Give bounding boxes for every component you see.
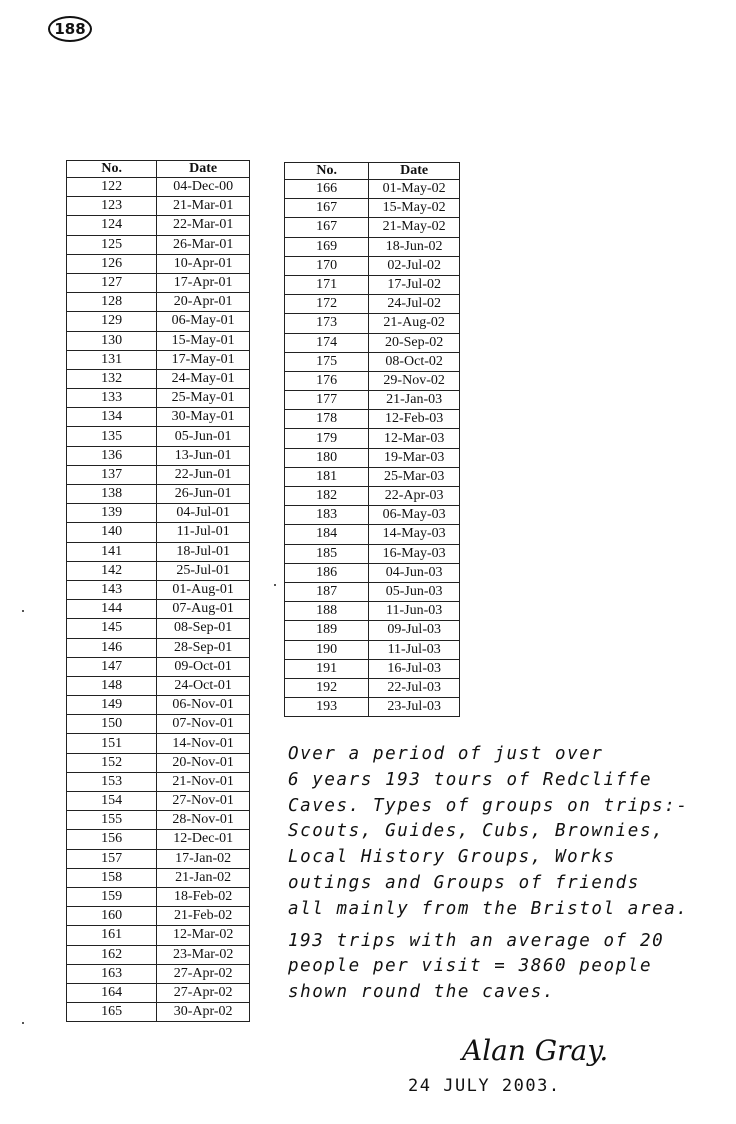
- tour-log-table-right: [284, 162, 460, 717]
- tour-number-cell: 143: [67, 580, 157, 599]
- table-header-row: [67, 161, 250, 178]
- tour-number-cell: 146: [67, 638, 157, 657]
- tour-number-cell: 133: [67, 389, 157, 408]
- tour-date-cell: 04-Jun-03: [369, 563, 460, 582]
- tour-number-cell: 190: [285, 640, 369, 659]
- tour-number-cell: 139: [67, 504, 157, 523]
- table-row: [285, 448, 460, 467]
- tour-date-cell: 15-May-01: [157, 331, 250, 350]
- tour-date-cell: 27-Apr-02: [157, 964, 250, 983]
- note-paragraph-1: [288, 742, 728, 923]
- tour-number-cell: 175: [285, 352, 369, 371]
- tour-date-cell: 15-May-02: [369, 199, 460, 218]
- table-row: [285, 563, 460, 582]
- table-row: [285, 698, 460, 717]
- table-row: [67, 792, 250, 811]
- tour-number-cell: 124: [67, 216, 157, 235]
- tour-date-cell: 19-Mar-03: [369, 448, 460, 467]
- tour-date-cell: 11-Jun-03: [369, 602, 460, 621]
- table-row: [67, 907, 250, 926]
- tour-number-cell: 187: [285, 582, 369, 601]
- table-row: [67, 696, 250, 715]
- table-row: [67, 638, 250, 657]
- tour-date-cell: 29-Nov-02: [369, 371, 460, 390]
- table-row: [67, 542, 250, 561]
- tour-number-cell: 193: [285, 698, 369, 717]
- tour-date-cell: 18-Jun-02: [369, 237, 460, 256]
- table-row: [285, 621, 460, 640]
- tour-date-cell: 17-Apr-01: [157, 273, 250, 292]
- tour-date-cell: 21-Mar-01: [157, 197, 250, 216]
- table-row: [285, 659, 460, 678]
- tour-number-cell: 170: [285, 256, 369, 275]
- tour-date-cell: 07-Aug-01: [157, 600, 250, 619]
- tour-number-cell: 174: [285, 333, 369, 352]
- tour-number-cell: 142: [67, 561, 157, 580]
- table-row: [67, 561, 250, 580]
- table-row: [285, 256, 460, 275]
- column-header-date: Date: [157, 161, 250, 178]
- tour-number-cell: 126: [67, 254, 157, 273]
- tour-number-cell: 184: [285, 525, 369, 544]
- table-row: [67, 849, 250, 868]
- tour-number-cell: 136: [67, 446, 157, 465]
- tour-number-cell: 156: [67, 830, 157, 849]
- column-header-date: Date: [369, 163, 460, 180]
- table-row: [285, 602, 460, 621]
- tour-number-cell: 163: [67, 964, 157, 983]
- tour-date-cell: 21-Feb-02: [157, 907, 250, 926]
- tour-number-cell: 192: [285, 678, 369, 697]
- table-row: [67, 657, 250, 676]
- table-row: [67, 964, 250, 983]
- tour-date-cell: 25-Jul-01: [157, 561, 250, 580]
- table-row: [285, 199, 460, 218]
- table-row: [285, 506, 460, 525]
- table-row: [67, 715, 250, 734]
- tour-date-cell: 12-Mar-02: [157, 926, 250, 945]
- table-row: [67, 312, 250, 331]
- table-row: [67, 350, 250, 369]
- table-row: [67, 868, 250, 887]
- note-line: shown round the caves.: [288, 982, 555, 1003]
- table-row: [67, 408, 250, 427]
- table-row: [285, 371, 460, 390]
- column-header-no: No.: [67, 161, 157, 178]
- table-row: [67, 446, 250, 465]
- table-row: [67, 676, 250, 695]
- tour-number-cell: 164: [67, 983, 157, 1002]
- tour-date-cell: 14-May-03: [369, 525, 460, 544]
- tour-date-cell: 16-May-03: [369, 544, 460, 563]
- tour-date-cell: 17-Jan-02: [157, 849, 250, 868]
- tour-date-cell: 07-Nov-01: [157, 715, 250, 734]
- tour-date-cell: 23-Jul-03: [369, 698, 460, 717]
- tour-date-cell: 22-Mar-01: [157, 216, 250, 235]
- tour-date-cell: 20-Sep-02: [369, 333, 460, 352]
- table-row: [67, 178, 250, 197]
- handwritten-date: 24 JULY 2003.: [408, 1076, 561, 1096]
- tour-date-cell: 24-May-01: [157, 369, 250, 388]
- table-row: [285, 295, 460, 314]
- note-line: Over a period of just over: [288, 744, 604, 764]
- note-line: outings and Groups of friends: [288, 872, 640, 893]
- tour-date-cell: 24-Oct-01: [157, 676, 250, 695]
- tour-number-cell: 157: [67, 849, 157, 868]
- tour-date-cell: 18-Feb-02: [157, 887, 250, 906]
- table-row: [67, 389, 250, 408]
- tour-date-cell: 22-Jun-01: [157, 465, 250, 484]
- table-row: [67, 197, 250, 216]
- tour-date-cell: 05-Jun-03: [369, 582, 460, 601]
- table-row: [285, 429, 460, 448]
- tour-date-cell: 27-Apr-02: [157, 983, 250, 1002]
- tour-number-cell: 171: [285, 275, 369, 294]
- tour-date-cell: 22-Apr-03: [369, 487, 460, 506]
- tour-number-cell: 137: [67, 465, 157, 484]
- tour-number-cell: 183: [285, 506, 369, 525]
- table-row: [285, 410, 460, 429]
- table-row: [67, 254, 250, 273]
- table-row: [67, 830, 250, 849]
- table-row: [285, 218, 460, 237]
- tour-date-cell: 28-Sep-01: [157, 638, 250, 657]
- tour-date-cell: 21-Nov-01: [157, 772, 250, 791]
- tour-number-cell: 162: [67, 945, 157, 964]
- tour-date-cell: 21-Jan-03: [369, 391, 460, 410]
- tour-number-cell: 182: [285, 487, 369, 506]
- note-line: 6 years 193 tours of Redcliffe: [288, 769, 653, 790]
- tour-date-cell: 22-Jul-03: [369, 678, 460, 697]
- table-row: [67, 811, 250, 830]
- tour-number-cell: 189: [285, 621, 369, 640]
- note-line: 193 trips with an average of 20: [288, 930, 665, 951]
- tour-date-cell: 04-Dec-00: [157, 178, 250, 197]
- tour-date-cell: 21-Jan-02: [157, 868, 250, 887]
- tour-number-cell: 145: [67, 619, 157, 638]
- tour-number-cell: 167: [285, 218, 369, 237]
- tour-date-cell: 24-Jul-02: [369, 295, 460, 314]
- tour-date-cell: 28-Nov-01: [157, 811, 250, 830]
- note-paragraph-2: [288, 929, 728, 1006]
- table-row: [67, 983, 250, 1002]
- tour-number-cell: 127: [67, 273, 157, 292]
- tour-date-cell: 17-Jul-02: [369, 275, 460, 294]
- tour-number-cell: 188: [285, 602, 369, 621]
- table-row: [67, 580, 250, 599]
- tour-date-cell: 08-Sep-01: [157, 619, 250, 638]
- table-row: [285, 467, 460, 486]
- tour-date-cell: 25-May-01: [157, 389, 250, 408]
- tour-number-cell: 177: [285, 391, 369, 410]
- tour-number-cell: 165: [67, 1003, 157, 1022]
- page-number: 188: [48, 16, 92, 42]
- table-row: [67, 485, 250, 504]
- table-row: [67, 753, 250, 772]
- note-line: people per visit = 3860 people: [288, 956, 653, 977]
- table-row: [67, 216, 250, 235]
- tour-date-cell: 02-Jul-02: [369, 256, 460, 275]
- note-line: all mainly from the Bristol area.: [288, 898, 689, 919]
- tour-number-cell: 173: [285, 314, 369, 333]
- column-header-no: No.: [285, 163, 369, 180]
- table-row: [285, 391, 460, 410]
- tour-number-cell: 179: [285, 429, 369, 448]
- table-row: [67, 273, 250, 292]
- tour-number-cell: 152: [67, 753, 157, 772]
- tour-number-cell: 169: [285, 237, 369, 256]
- tour-number-cell: 153: [67, 772, 157, 791]
- tour-date-cell: 08-Oct-02: [369, 352, 460, 371]
- tour-date-cell: 12-Mar-03: [369, 429, 460, 448]
- tour-number-cell: 155: [67, 811, 157, 830]
- tour-number-cell: 122: [67, 178, 157, 197]
- tour-number-cell: 130: [67, 331, 157, 350]
- tour-number-cell: 159: [67, 887, 157, 906]
- tour-date-cell: 12-Feb-03: [369, 410, 460, 429]
- table-row: [285, 352, 460, 371]
- handwritten-note: [288, 742, 728, 1006]
- tour-date-cell: 21-Aug-02: [369, 314, 460, 333]
- table-row: [67, 926, 250, 945]
- tour-date-cell: 01-May-02: [369, 180, 460, 199]
- table-row: [67, 945, 250, 964]
- table-row: [67, 235, 250, 254]
- tour-date-cell: 30-Apr-02: [157, 1003, 250, 1022]
- table-row: [67, 523, 250, 542]
- tour-number-cell: 154: [67, 792, 157, 811]
- table-row: [67, 887, 250, 906]
- tour-date-cell: 26-Mar-01: [157, 235, 250, 254]
- tour-number-cell: 178: [285, 410, 369, 429]
- table-header-row: [285, 163, 460, 180]
- signature: Alan Gray.: [462, 1034, 609, 1067]
- tour-number-cell: 172: [285, 295, 369, 314]
- tour-number-cell: 148: [67, 676, 157, 695]
- table-row: [285, 275, 460, 294]
- tour-date-cell: 20-Nov-01: [157, 753, 250, 772]
- table-row: [285, 678, 460, 697]
- tour-number-cell: 181: [285, 467, 369, 486]
- table-row: [67, 619, 250, 638]
- table-row: [67, 293, 250, 312]
- tour-date-cell: 25-Mar-03: [369, 467, 460, 486]
- tour-number-cell: 186: [285, 563, 369, 582]
- tour-number-cell: 125: [67, 235, 157, 254]
- note-line: Local History Groups, Works: [288, 847, 616, 868]
- tour-date-cell: 09-Jul-03: [369, 621, 460, 640]
- tour-number-cell: 161: [67, 926, 157, 945]
- table-row: [285, 525, 460, 544]
- table-row: [67, 734, 250, 753]
- tour-date-cell: 27-Nov-01: [157, 792, 250, 811]
- tour-date-cell: 11-Jul-03: [369, 640, 460, 659]
- tour-number-cell: 147: [67, 657, 157, 676]
- tour-date-cell: 13-Jun-01: [157, 446, 250, 465]
- table-row: [285, 582, 460, 601]
- table-row: [285, 237, 460, 256]
- tour-date-cell: 10-Apr-01: [157, 254, 250, 273]
- tour-date-cell: 01-Aug-01: [157, 580, 250, 599]
- tour-date-cell: 05-Jun-01: [157, 427, 250, 446]
- tour-number-cell: 185: [285, 544, 369, 563]
- tour-number-cell: 129: [67, 312, 157, 331]
- tour-number-cell: 149: [67, 696, 157, 715]
- tour-number-cell: 167: [285, 199, 369, 218]
- table-row: [67, 427, 250, 446]
- tour-date-cell: 11-Jul-01: [157, 523, 250, 542]
- tour-number-cell: 191: [285, 659, 369, 678]
- tour-number-cell: 160: [67, 907, 157, 926]
- tour-number-cell: 180: [285, 448, 369, 467]
- tour-number-cell: 150: [67, 715, 157, 734]
- table-row: [67, 600, 250, 619]
- tour-number-cell: 135: [67, 427, 157, 446]
- table-row: [285, 314, 460, 333]
- table-row: [67, 465, 250, 484]
- tour-number-cell: 144: [67, 600, 157, 619]
- table-row: [67, 331, 250, 350]
- table-row: [285, 487, 460, 506]
- tour-date-cell: 12-Dec-01: [157, 830, 250, 849]
- table-row: [67, 369, 250, 388]
- tour-number-cell: 140: [67, 523, 157, 542]
- tour-number-cell: 134: [67, 408, 157, 427]
- table-row: [67, 1003, 250, 1022]
- table-row: [285, 180, 460, 199]
- tour-date-cell: 14-Nov-01: [157, 734, 250, 753]
- tour-date-cell: 17-May-01: [157, 350, 250, 369]
- tour-number-cell: 128: [67, 293, 157, 312]
- tour-log-table-left: [66, 160, 250, 1022]
- tour-number-cell: 176: [285, 371, 369, 390]
- table-row: [285, 333, 460, 352]
- tour-number-cell: 123: [67, 197, 157, 216]
- tour-number-cell: 158: [67, 868, 157, 887]
- table-row: [285, 640, 460, 659]
- tour-date-cell: 30-May-01: [157, 408, 250, 427]
- tour-date-cell: 20-Apr-01: [157, 293, 250, 312]
- note-line: Scouts, Guides, Cubs, Brownies,: [288, 821, 665, 842]
- table-row: [285, 544, 460, 563]
- note-line: Caves. Types of groups on trips:-: [288, 795, 689, 816]
- tour-date-cell: 21-May-02: [369, 218, 460, 237]
- tour-number-cell: 151: [67, 734, 157, 753]
- tour-number-cell: 138: [67, 485, 157, 504]
- tour-number-cell: 141: [67, 542, 157, 561]
- tour-date-cell: 04-Jul-01: [157, 504, 250, 523]
- tour-number-cell: 132: [67, 369, 157, 388]
- tour-date-cell: 06-Nov-01: [157, 696, 250, 715]
- tour-date-cell: 18-Jul-01: [157, 542, 250, 561]
- tour-number-cell: 131: [67, 350, 157, 369]
- tour-date-cell: 06-May-03: [369, 506, 460, 525]
- tour-date-cell: 23-Mar-02: [157, 945, 250, 964]
- table-row: [67, 772, 250, 791]
- tour-date-cell: 06-May-01: [157, 312, 250, 331]
- table-row: [67, 504, 250, 523]
- tour-date-cell: 26-Jun-01: [157, 485, 250, 504]
- tour-number-cell: 166: [285, 180, 369, 199]
- tour-date-cell: 09-Oct-01: [157, 657, 250, 676]
- tour-date-cell: 16-Jul-03: [369, 659, 460, 678]
